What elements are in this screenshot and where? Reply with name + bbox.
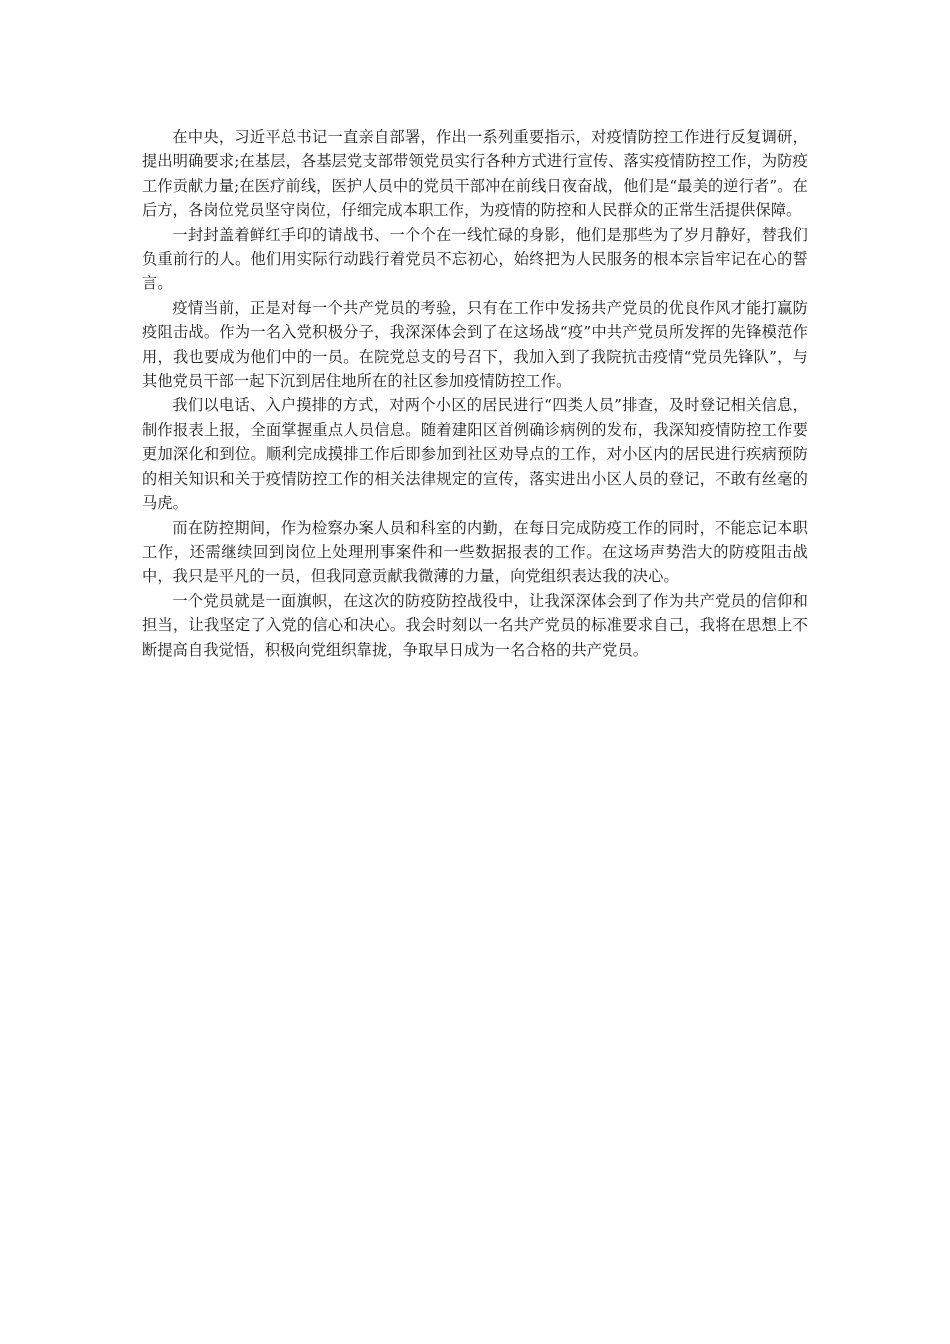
paragraph-6: 一个党员就是一面旗帜，在这次的防疫防控战役中，让我深深体会到了作为共产党员的信仰和担当，让我坚定了入党的信心和决心。我会时刻以一名共产党员的标准要求自己，我将在思想上不断提高自我觉悟，积极向党组织靠拢，争取早日成为一名合格的共产党员。 [142, 591, 808, 659]
paragraph-1: 在中央，习近平总书记一直亲自部署，作出一系列重要指示，对疫情防控工作进行反复调研，提出明确要求;在基层，各基层党支部带领党员实行各种方式进行宣传、落实疫情防控工作，为防疫工作贡献力量;在医疗前线，医护人员中的党员干部冲在前线日夜奋战，他们是“最美的逆行者”。在后方，各岗位党员坚守岗位，仔细完成本职工作，为疫情的防控和人民群众的正常生活提供保障。 [142, 128, 808, 220]
document-body [142, 125, 808, 662]
paragraph-5: 而在防控期间，作为检察办案人员和科室的内勤，在每日完成防疫工作的同时，不能忘记本职工作，还需继续回到岗位上处理刑事案件和一些数据报表的工作。在这场声势浩大的防疫阻击战中，我只是平凡的一员，但我同意贡献我微薄的力量，向党组织表达我的决心。 [142, 518, 808, 586]
paragraph-2: 一封封盖着鲜红手印的请战书、一个个在一线忙碌的身影，他们是那些为了岁月静好，替我们负重前行的人。他们用实际行动践行着党员不忘初心，始终把为人民服务的根本宗旨牢记在心的誓言。 [142, 225, 808, 293]
paragraph-4: 我们以电话、入户摸排的方式，对两个小区的居民进行“四类人员”排查，及时登记相关信息，制作报表上报，全面掌握重点人员信息。随着建阳区首例确诊病例的发布，我深知疫情防控工作要更加深化和到位。顺利完成摸排工作后即参加到社区劝导点的工作，对小区内的居民进行疾病预防的相关知识和关于疫情防控工作的相关法律规定的宣传，落实进出小区人员的登记，不敢有丝毫的马虎。 [142, 396, 808, 513]
paragraph-3: 疫情当前，正是对每一个共产党员的考验，只有在工作中发扬共产党员的优良作风才能打赢防疫阻击战。作为一名入党积极分子，我深深体会到了在这场战“疫”中共产党员所发挥的先锋模范作用，我也要成为他们中的一员。在院党总支的号召下，我加入到了我院抗击疫情“党员先锋队”，与其他党员干部一起下沉到居住地所在的社区参加疫情防控工作。 [142, 298, 808, 391]
